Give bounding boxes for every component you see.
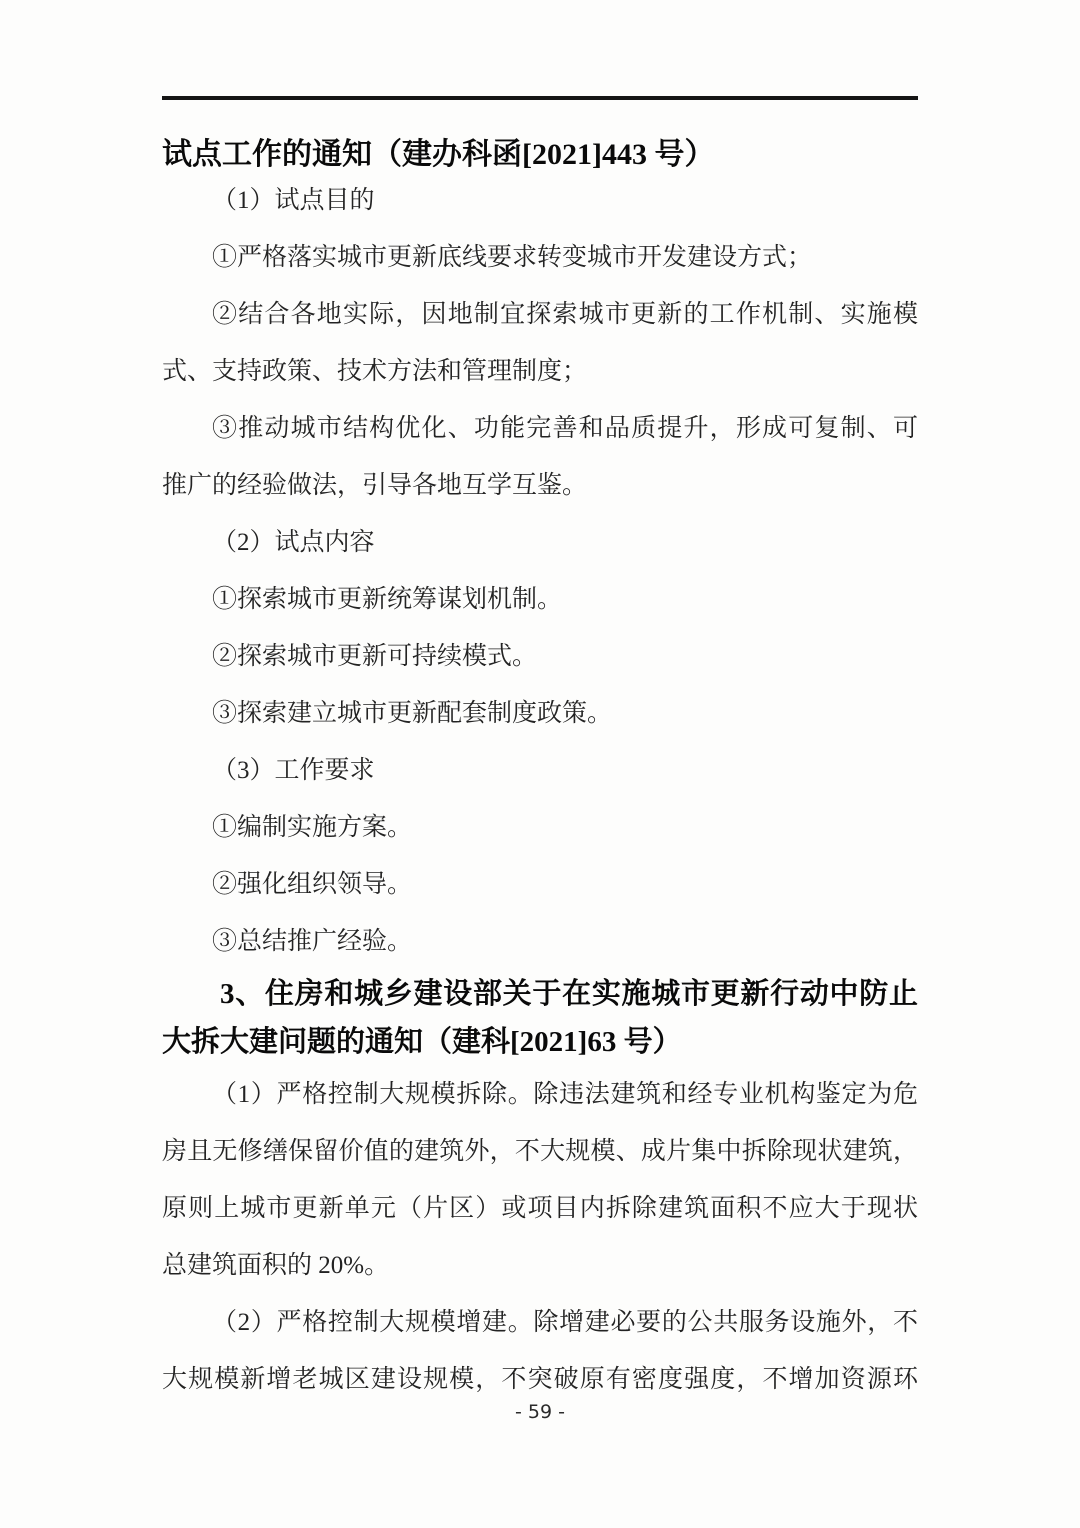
bullet-requirement-1: ①编制实施方案。: [212, 814, 413, 841]
bullet-purpose-3-line1: ③推动城市结构优化、功能完善和品质提升，形成可复制、可: [212, 415, 918, 442]
section-3-heading-line1: 3、住房和城乡建设部关于在实施城市更新行动中防止: [220, 978, 918, 1010]
bullet-requirement-2: ②强化组织领导。: [212, 871, 413, 898]
para-construction-line2: 大规模新增老城区建设规模，不突破原有密度强度，不增加资源环: [162, 1366, 918, 1393]
para-demolition-line1: （1）严格控制大规模拆除。除违法建筑和经专业机构鉴定为危: [212, 1081, 918, 1108]
para-demolition-line3: 原则上城市更新单元（片区）或项目内拆除建筑面积不应大于现状: [162, 1195, 918, 1222]
bullet-purpose-2-line2: 式、支持政策、技术方法和管理制度；: [162, 358, 588, 385]
para-construction-line1: （2）严格控制大规模增建。除增建必要的公共服务设施外，不: [212, 1309, 918, 1336]
page-number: - 59 -: [515, 1401, 565, 1423]
header-rule: [162, 96, 918, 100]
bullet-purpose-1: ①严格落实城市更新底线要求转变城市开发建设方式；: [212, 244, 813, 271]
bullet-purpose-2-line1: ②结合各地实际，因地制宜探索城市更新的工作机制、实施模: [212, 301, 918, 328]
bullet-content-1: ①探索城市更新统筹谋划机制。: [212, 586, 563, 613]
bullet-content-2: ②探索城市更新可持续模式。: [212, 643, 538, 670]
para-demolition-line2: 房且无修缮保留价值的建筑外，不大规模、成片集中拆除现状建筑，: [162, 1138, 918, 1165]
bullet-content-3: ③探索建立城市更新配套制度政策。: [212, 700, 613, 727]
item-3-work-requirements: （3）工作要求: [212, 757, 375, 784]
item-2-pilot-content: （2）试点内容: [212, 529, 375, 556]
bullet-requirement-3: ③总结推广经验。: [212, 928, 413, 955]
para-demolition-line4: 总建筑面积的 20%。: [162, 1252, 390, 1279]
section-3-heading-line2: 大拆大建问题的通知（建科[2021]63 号）: [162, 1026, 682, 1058]
notice-title-continuation: 试点工作的通知（建办科函[2021]443 号）: [162, 138, 715, 171]
bullet-purpose-3-line2: 推广的经验做法，引导各地互学互鉴。: [162, 472, 588, 499]
item-1-pilot-purpose: （1）试点目的: [212, 187, 375, 214]
